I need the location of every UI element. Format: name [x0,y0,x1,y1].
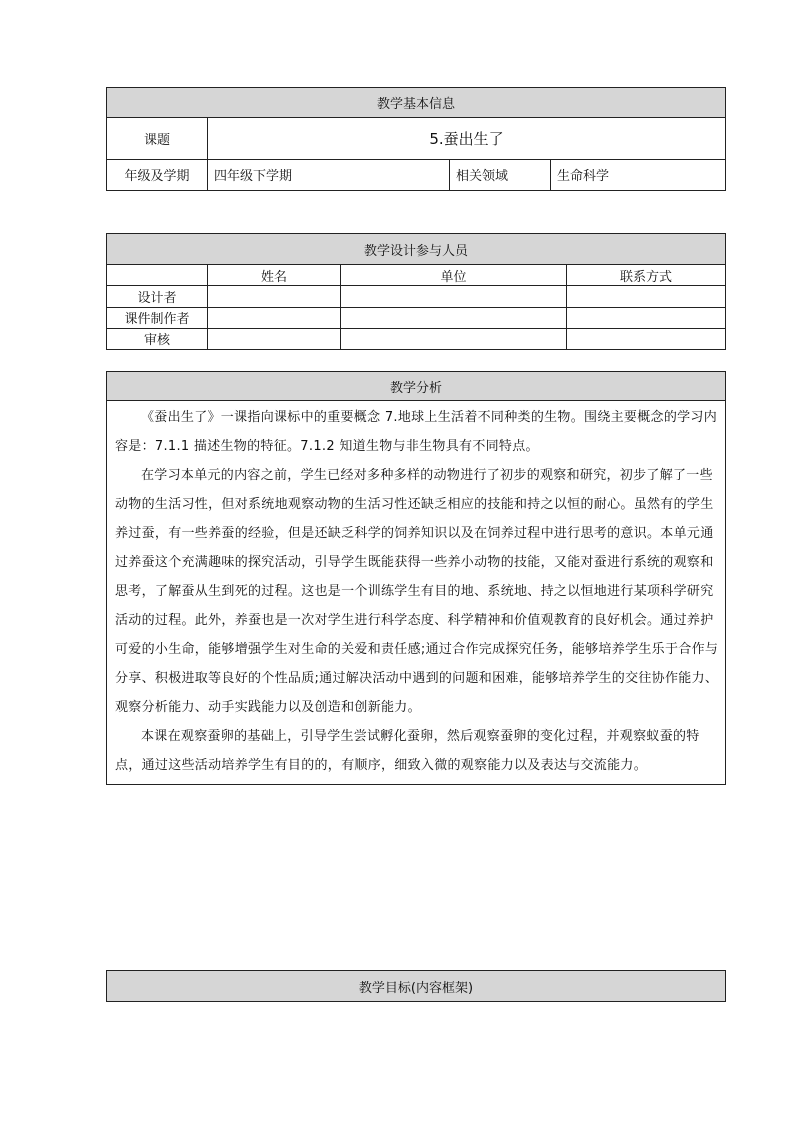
column-header-name: 姓名 [208,265,341,286]
topic-label: 课题 [107,118,208,159]
reviewer-contact [567,328,726,349]
analysis-body [107,401,726,785]
participants-table [106,233,726,350]
designer-contact [567,286,726,307]
basic-info-header: 教学基本信息 [107,88,726,118]
column-header-contact: 联系方式 [567,265,726,286]
participants-header: 教学设计参与人员 [107,234,726,265]
basic-info-table [106,87,726,191]
field-label: 相关领域 [450,159,551,190]
analysis-paragraph: 本课在观察蚕卵的基础上，引导学生尝试孵化蚕卵，然后观察蚕卵的变化过程，并观察蚁蚕的特点，通过这些活动培养学生有目的的，有顺序，细致入微的观察能力以及表达与交流能力。 [115,729,700,773]
topic-value: 5.蚕出生了 [208,118,726,159]
table-row [107,286,726,307]
courseware-maker-unit [341,307,567,328]
objectives-header: 教学目标(内容框架) [107,971,726,1002]
courseware-maker-contact [567,307,726,328]
column-header-unit: 单位 [341,265,567,286]
role-designer: 设计者 [107,286,208,307]
grade-label: 年级及学期 [107,159,208,190]
analysis-header: 教学分析 [107,372,726,401]
designer-unit [341,286,567,307]
analysis-table [106,371,726,785]
reviewer-name [208,328,341,349]
objectives-table [106,970,726,1002]
table-row [107,307,726,328]
field-value: 生命科学 [551,159,726,190]
analysis-paragraph: 在学习本单元的内容之前，学生已经对多种多样的动物进行了初步的观察和研究，初步了解了一些动物的生活习性，但对系统地观察动物的生活习性还缺乏相应的技能和持之以恒的耐心。虽然有的学生养过蚕，有一些养蚕的经验，但是还缺乏科学的饲养知识以及在饲养过程中进行思考的意识。本单元通过养蚕这个充满趣味的探究活动，引导学生既能获得一些养小动物的技能，又能对蚕进行系统的观察和思考，了解蚕从生到死的过程。这也是一个训练学生有目的地、系统地、持之以恒地进行某项科学研究活动的过程。此外，养蚕也是一次对学生进行科学态度、科学精神和价值观教育的良好机会。通过养护可爱的小生命，能够增强学生对生命的关爱和责任感;通过合作完成探究任务，能够培养学生乐于合作与分享、积极进取等良好的个性品质;通过解决活动中遇到的问题和困难，能够培养学生的交往协作能力、观察分析能力、动手实践能力以及创造和创新能力。 [115,468,719,715]
reviewer-unit [341,328,567,349]
role-courseware-maker: 课件制作者 [107,307,208,328]
designer-name [208,286,341,307]
grade-value: 四年级下学期 [208,159,450,190]
analysis-paragraph: 《蚕出生了》一课指向课标中的重要概念 7.地球上生活着不同种类的生物。围绕主要概念的学习内容是：7.1.1 描述生物的特征。7.1.2 知道生物与非生物具有不同特点。 [115,410,718,454]
column-header-blank [107,265,208,286]
table-row [107,328,726,349]
role-reviewer: 审核 [107,328,208,349]
courseware-maker-name [208,307,341,328]
